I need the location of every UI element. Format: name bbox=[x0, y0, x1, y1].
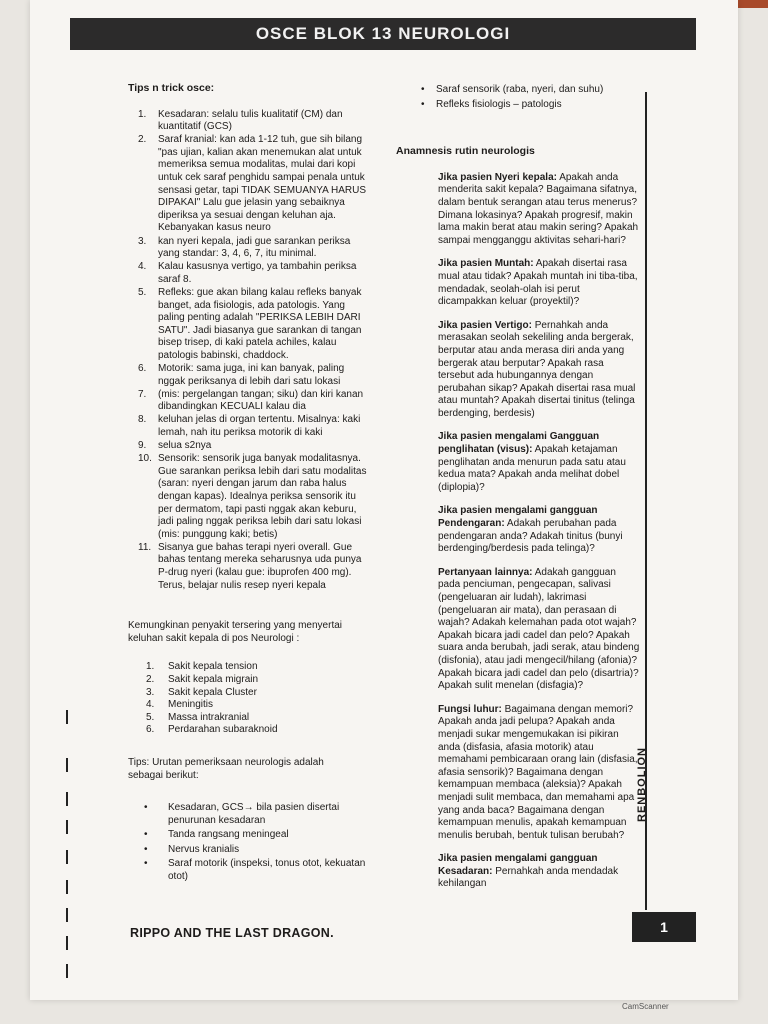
paragraph-text: Adakah gangguan pada penciuman, pengecapan, salivasi (pengeluaran air ludah), lakrimasi (pengeluaran air mata), dan perasaan di wajah? Adakah kelemahan pada otot wajah? Apakah bicara jadi cadel dan pelo? Apakah suara anda berubah, jadi serak, atau bindeng (disfonia), atau jadi mengecil/hilang (afonia)? Apakah bicara jadi cadel dan pelo (disartria)? Apakah sulit menelan (disfagia)? bbox=[438, 566, 640, 692]
tip-item bbox=[128, 109, 368, 134]
paragraph-lead: Jika pasien mengalami gangguan Pendengaran: bbox=[438, 505, 598, 530]
cause-text: Perdarahan subaraknoid bbox=[168, 724, 278, 736]
tip-text: Refleks: gue akan bilang kalau refleks banyak banget, ada fisiologis, ada patologis. Yang paling penting adalah "PERIKSA LEBIH DARI SATU". Jadi biasanya gue sarankan di tangan bisep trisep, di kaki patela achiles, kalau patologis babinski, chaddock. bbox=[158, 286, 362, 361]
paragraph-text: Adakah perubahan pada pendengaran anda? Adakah tinitus (bunyi berdenging/berdesis pada telinga)? bbox=[438, 518, 623, 555]
tip-number: 3. bbox=[138, 235, 147, 247]
order-intro: Tips: Urutan pemeriksaan neurologis adalah sebagai berikut: bbox=[128, 756, 324, 781]
header-band bbox=[70, 18, 696, 50]
bullet-icon: • bbox=[144, 858, 148, 870]
cause-text: Sakit kepala migrain bbox=[168, 673, 259, 685]
paragraph-lead: Jika pasien mengalami Gangguan penglihatan (visus): bbox=[438, 431, 600, 456]
scanner-watermark: CamScanner bbox=[622, 1002, 669, 1011]
tip-item bbox=[128, 363, 368, 388]
anamnesis-paragraph bbox=[396, 853, 640, 891]
paragraph-lead: Fungsi luhur: bbox=[438, 703, 502, 715]
tip-text: Kesadaran: selalu tulis kualitatif (CM) dan kuantitatif (GCS) bbox=[158, 108, 343, 133]
tip-item bbox=[128, 287, 368, 363]
footer-title: RIPPO AND THE LAST DRAGON. bbox=[130, 926, 334, 940]
paragraph-lead: Jika pasien mengalami gangguan Kesadaran: bbox=[438, 853, 598, 877]
tip-number: 2. bbox=[138, 134, 147, 146]
tip-item bbox=[128, 542, 368, 592]
exam-order-item bbox=[128, 858, 368, 883]
cause-item bbox=[128, 712, 368, 725]
causes-intro: Kemungkinan penyakit tersering yang menyertai keluhan sakit kepala di pos Neurologi : bbox=[128, 620, 343, 644]
exam-order-text: Kesadaran, GCS→ bila pasien disertai penurunan kesadaran bbox=[168, 802, 340, 826]
paragraph-lead: Pertanyaan lainnya: bbox=[438, 566, 533, 578]
tip-number: 9. bbox=[138, 440, 147, 452]
exam-order-list-continued bbox=[396, 84, 640, 111]
anamnesis-paragraph bbox=[396, 172, 640, 248]
tip-number: 5. bbox=[138, 286, 147, 298]
cause-number: 1. bbox=[146, 661, 155, 673]
exam-order-item bbox=[128, 844, 368, 857]
paragraph-text: Bagaimana dengan memori? Apakah anda jadi pelupa? Apakah anda menjadi sukar mengemukakan isi pikiran anda (disfasia, afasia motorik) atau memahami pembicaraan orang lain (disfasia, afasia sensorik)? Bagaimana dengan kemampuan membaca (aleksia)? Apakah menjadi sulit membaca, dan memahami apa yang anda baca? Bagaimana dengan kemampuan menulis, apakah kemampuan menulis berubah, bentuk tulisan berubah? bbox=[438, 703, 638, 841]
cause-text: Massa intrakranial bbox=[168, 711, 250, 723]
anamnesis-heading: Anamnesis rutin neurologis bbox=[396, 145, 535, 158]
tip-number: 1. bbox=[138, 108, 147, 120]
tip-item bbox=[128, 440, 368, 453]
bullet-icon: • bbox=[144, 829, 148, 841]
cause-number: 3. bbox=[146, 686, 155, 698]
tip-number: 8. bbox=[138, 414, 147, 426]
cause-item bbox=[128, 661, 368, 674]
bullet-icon: • bbox=[144, 843, 148, 855]
exam-order-text: Saraf motorik (inspeksi, tonus otot, kekuatan otot) bbox=[168, 858, 366, 883]
cause-text: Sakit kepala tension bbox=[168, 661, 258, 673]
tip-item bbox=[128, 414, 368, 439]
left-column bbox=[128, 82, 368, 886]
tip-text: Sensorik: sensorik juga banyak modalitasnya. Gue sarankan periksa lebih dari satu modalitas (saran: nyeri dengan jarum dan raba halus dengan kapas). Idealnya periksa sensorik itu per dermatom, tapi pasti nggak akan keburu, jadi paling nggak periksa lebih dari satu lokasi (mis: punggung kaki; betis) bbox=[158, 453, 367, 540]
tips-heading: Tips n trick osce: bbox=[128, 82, 215, 94]
document-title: OSCE BLOK 13 NEUROLOGI bbox=[255, 24, 511, 43]
cause-number: 5. bbox=[146, 711, 155, 723]
tip-number: 7. bbox=[138, 388, 147, 400]
bullet-icon: • bbox=[421, 84, 425, 95]
cause-item bbox=[128, 674, 368, 687]
tip-number: 4. bbox=[138, 261, 147, 273]
paragraph-text: Pernahkah anda mendadak kehilangan bbox=[438, 865, 619, 890]
cause-number: 6. bbox=[146, 724, 155, 736]
anamnesis-paragraphs bbox=[396, 172, 640, 891]
paragraph-lead: Jika pasien Vertigo: bbox=[438, 319, 532, 331]
side-label: RENBOLION bbox=[636, 747, 648, 822]
tip-text: Sisanya gue bahas terapi nyeri overall. Gue bahas tentang mereka seharusnya uda punya P-drug nyeri (kalau gue: ibuprofen 400 mg). Terus, belajar nulis resep nyeri kepala bbox=[158, 541, 362, 591]
tip-item bbox=[128, 134, 368, 235]
bullet-icon: • bbox=[421, 98, 425, 110]
exam-order-text: Saraf sensorik (raba, nyeri, dan suhu) bbox=[436, 84, 604, 95]
tip-item bbox=[128, 389, 368, 414]
anamnesis-paragraph bbox=[396, 567, 640, 693]
paragraph-lead: Jika pasien Muntah: bbox=[438, 258, 534, 270]
cause-text: Meningitis bbox=[168, 699, 214, 711]
tip-number: 6. bbox=[138, 362, 147, 374]
right-column bbox=[396, 84, 640, 891]
tip-number: 10. bbox=[138, 453, 152, 465]
paragraph-text: Pernahkah anda merasakan seolah sekeliling anda bergerak, berputar atau anda merasa diri anda yang bergerak atau berputar? Apakah rasa tersebut ada hubungannya dengan perubahan sikap? Apakah disertai rasa mual atau muntah? Apakah disertai tinitus (telinga berdenging, berdesis) bbox=[438, 319, 636, 419]
paragraph-text: Apakah ketajaman penglihatan anda menurun pada satu atau kedua mata? Apakah anda melihat dobel (diplopia)? bbox=[438, 444, 626, 493]
tip-number: 11. bbox=[138, 541, 152, 553]
tip-text: Saraf kranial: kan ada 1-12 tuh, gue sih bilang "pas ujian, kalian akan menemukan alat untuk memeriksa semua modalitas, mulai dari kopi untuk cek saraf penghidu sampai penala untuk sensasi getar, tapi TIDAK SEMUANYA HARUS DIPAKAI" Lalu gue jelasin yang sebaiknya diperiksa ya sesuai dengan keluhan aja. Kebanyakan kasus neuro bbox=[158, 134, 367, 234]
cause-item bbox=[128, 699, 368, 712]
cause-number: 4. bbox=[146, 699, 155, 711]
anamnesis-paragraph bbox=[396, 431, 640, 494]
tip-text: (mis: pergelangan tangan; siku) dan kiri kanan dibandingkan KECUALI kalau dia bbox=[158, 388, 364, 413]
anamnesis-paragraph bbox=[396, 505, 640, 555]
tip-text: Kalau kasusnya vertigo, ya tambahin periksa saraf 8. bbox=[158, 261, 357, 285]
tip-item bbox=[128, 236, 368, 261]
tip-text: kan nyeri kepala, jadi gue sarankan periksa yang standar: 3, 4, 6, 7, itu minimal. bbox=[158, 235, 351, 260]
tip-text: selua s2nya bbox=[158, 440, 212, 452]
bullet-icon: • bbox=[144, 802, 148, 814]
tip-item bbox=[128, 261, 368, 286]
exam-order-text: Tanda rangsang meningeal bbox=[168, 829, 289, 841]
exam-order-item bbox=[396, 84, 640, 97]
paragraph-lead: Jika pasien Nyeri kepala: bbox=[438, 171, 557, 183]
cause-number: 2. bbox=[146, 673, 155, 685]
exam-order-text: Refleks fisiologis – patologis bbox=[436, 98, 562, 110]
page-number: 1 bbox=[632, 912, 696, 942]
exam-order-text: Nervus kranialis bbox=[168, 843, 240, 855]
tip-text: keluhan jelas di organ tertentu. Misalnya: kaki lemah, nah itu periksa motorik di kaki bbox=[158, 414, 361, 438]
binding-marks bbox=[64, 700, 72, 990]
cause-item bbox=[128, 724, 368, 737]
tips-list bbox=[128, 109, 368, 593]
exam-order-item bbox=[128, 802, 368, 827]
exam-order-item bbox=[396, 99, 640, 112]
paragraph-text: Apakah anda menderita sakit kepala? Bagaimana sifatnya, dalam bentuk serangan atau terus menerus? Dimana lokasinya? Apakah progresif, makin lama makin berat atau makin sering? Apakah sampai mengganggu aktivitas sehari-hari? bbox=[438, 171, 639, 246]
anamnesis-paragraph bbox=[396, 320, 640, 421]
causes-list bbox=[128, 661, 368, 737]
tip-text: Motorik: sama juga, ini kan banyak, paling nggak periksanya di lebih dari satu lokasi bbox=[158, 362, 345, 387]
paragraph-text: Apakah disertai rasa mual atau tidak? Apakah muntah ini tiba-tiba, mendadak, seolah-olah isi perut dicampakkan keluar (proyektil)? bbox=[438, 258, 638, 308]
exam-order-item bbox=[128, 829, 368, 842]
tip-item bbox=[128, 453, 368, 541]
anamnesis-paragraph bbox=[396, 704, 640, 843]
cause-text: Sakit kepala Cluster bbox=[168, 686, 257, 698]
exam-order-list bbox=[128, 802, 368, 884]
anamnesis-paragraph bbox=[396, 258, 640, 308]
cause-item bbox=[128, 687, 368, 700]
